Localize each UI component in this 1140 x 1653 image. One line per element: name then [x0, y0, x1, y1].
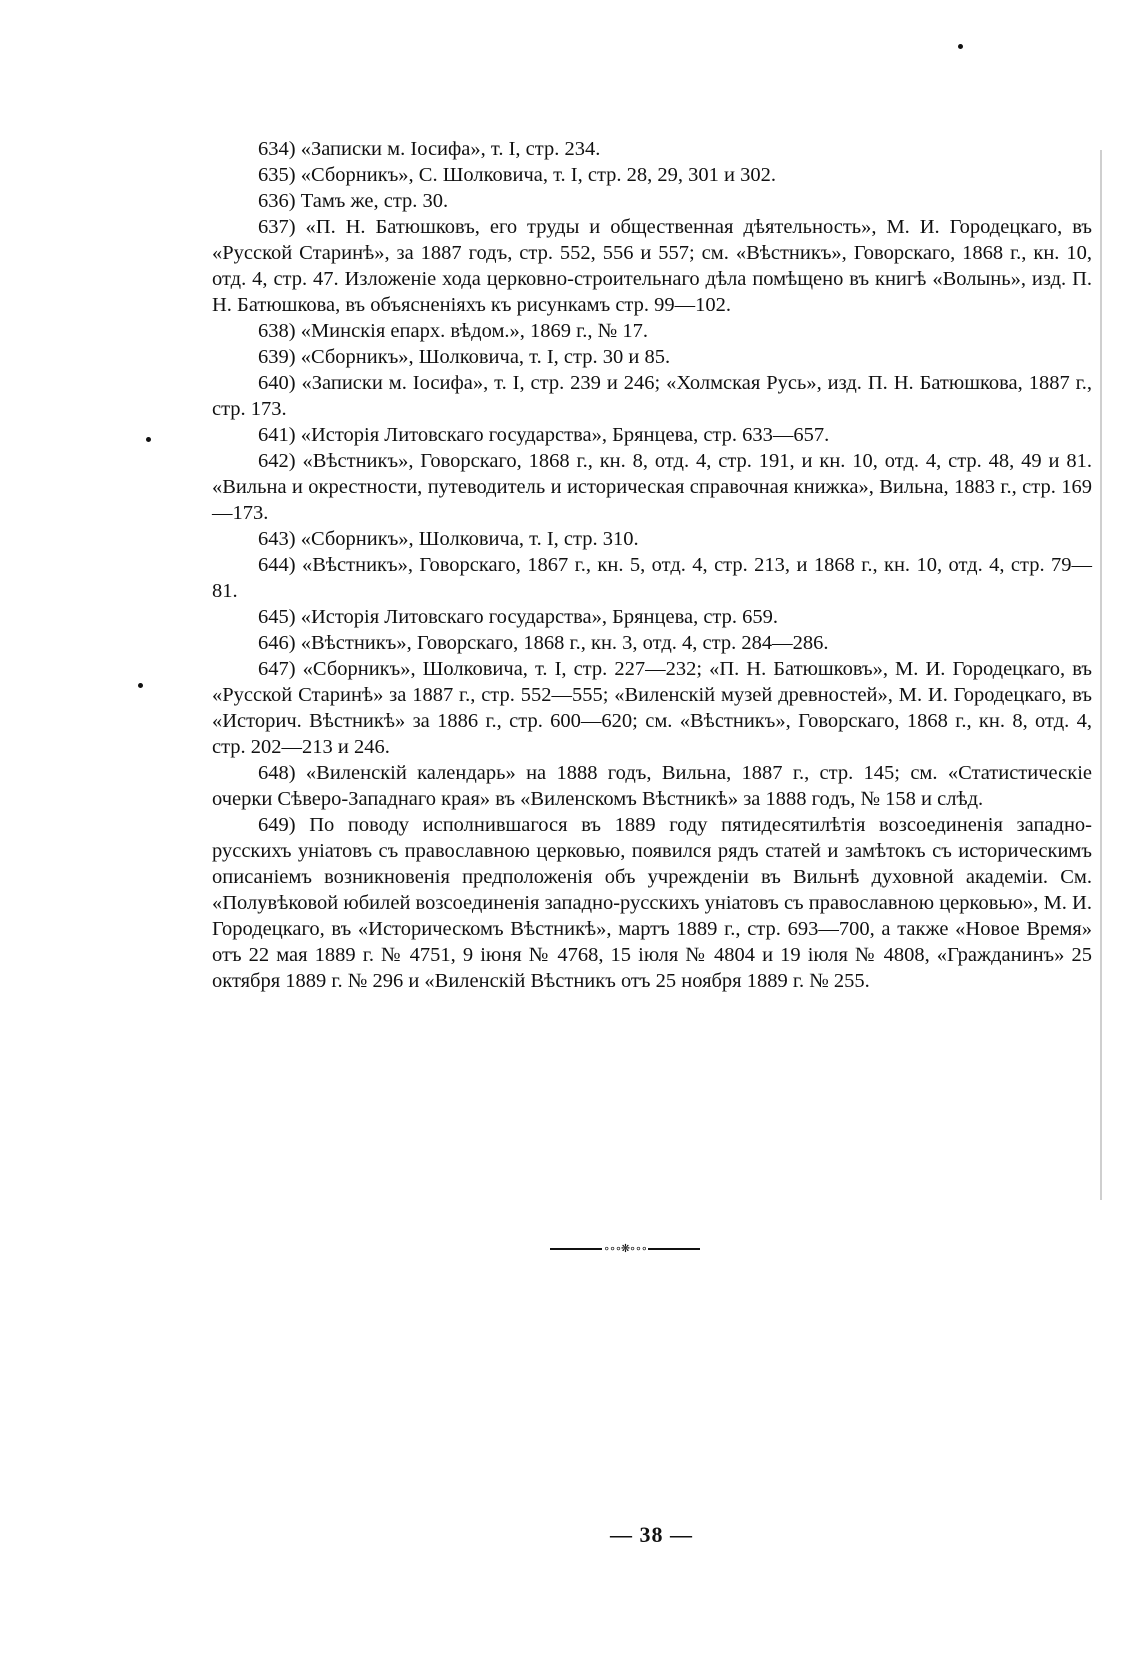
footnote-635 [212, 162, 1092, 188]
footnote-637 [212, 214, 1092, 318]
footnote-text: По поводу исполнившагося въ 1889 году пятидесятилѣтія возсоединенія западно-русскихъ уніатовъ съ православною церковью, появился рядъ статей и замѣтокъ съ историческимъ описаніемъ возникновенія предположенія объ учрежденіи въ Вильнѣ духовной академіи. См. «Полувѣковой юбилей возсоединенія западно-русскихъ уніатовъ съ православною церковью», М. И. Городецкаго, въ «Историческомъ Вѣстникѣ», мартъ 1889 г., стр. 693—700, а также «Новое Время» отъ 22 мая 1889 г. № 4751, 9 іюня № 4768, 15 іюля № 4804 и 19 іюля № 4808, «Гражданинъ» 25 октября 1889 г. № 296 и «Виленскій Вѣстникъ отъ 25 ноября 1889 г. № 255. [212, 814, 1093, 992]
footnote-642 [212, 448, 1092, 526]
scan-speck [958, 44, 963, 49]
divider-line-right [648, 1248, 700, 1250]
footnote-number: 634) [258, 138, 296, 160]
footnote-number: 640) [258, 372, 296, 394]
footnote-645 [212, 604, 1092, 630]
divider-ornament-icon: ∘∘∘❋∘∘∘ [603, 1242, 647, 1255]
footnote-text: «Вѣстникъ», Говорскаго, 1867 г., кн. 5, отд. 4, стр. 213, и 1868 г., кн. 10, отд. 4, стр. 79—81. [212, 554, 1093, 602]
footnote-text: «Виленскій календарь» на 1888 годъ, Вильна, 1887 г., стр. 145; см. «Статистическіе очерки Сѣверо-Западнаго края» въ «Виленскомъ Вѣстникѣ» за 1888 годъ, № 158 и слѣд. [212, 762, 1093, 810]
footnote-number: 648) [258, 762, 296, 784]
footnote-number: 647) [258, 658, 296, 680]
footnote-643 [212, 526, 1092, 552]
footnote-644 [212, 552, 1092, 604]
footnote-text: «Сборникъ», С. Шолковича, т. I, стр. 28, 29, 301 и 302. [300, 164, 776, 186]
footnote-text: «Сборникъ», Шолковича, т. I, стр. 30 и 85. [300, 346, 671, 368]
footnote-number: 638) [258, 320, 296, 342]
footnote-number: 642) [258, 450, 296, 472]
footnote-639 [212, 344, 1092, 370]
scan-margin-line [1100, 150, 1102, 1200]
footnote-638 [212, 318, 1092, 344]
footnote-634 [212, 136, 1092, 162]
footnote-text: «Исторія Литовскаго государства», Брянцева, стр. 633—657. [300, 424, 830, 446]
footnote-text: «Вѣстникъ», Говорскаго, 1868 г., кн. 8, отд. 4, стр. 191, и кн. 10, отд. 4, стр. 48, 49 и 81. «Вильна и окрестности, путеводитель и историческая справочная книжка», Вильна, 1883 г., стр. 169—173. [212, 450, 1092, 524]
footnote-text: Тамъ же, стр. 30. [300, 190, 449, 212]
footnote-647 [212, 656, 1092, 760]
divider-line-left [550, 1248, 602, 1250]
footnote-text: «П. Н. Батюшковъ, его труды и общественная дѣятельность», М. И. Городецкаго, въ «Русской Старинѣ», за 1887 годъ, стр. 552, 556 и 557; см. «Вѣстникъ», Говорскаго, 1868 г., кн. 10, отд. 4, стр. 47. Изложеніе хода церковно-строительнаго дѣла помѣщено въ книгѣ «Волынь», изд. П. Н. Батюшкова, въ объясненіяхъ къ рисункамъ стр. 99—102. [212, 216, 1093, 316]
footnote-number: 641) [258, 424, 296, 446]
footnote-648 [212, 760, 1092, 812]
footnote-640 [212, 370, 1092, 422]
footnote-number: 644) [258, 554, 296, 576]
footnote-number: 636) [258, 190, 296, 212]
footnote-649 [212, 812, 1092, 994]
footnote-number: 645) [258, 606, 296, 628]
footnote-number: 635) [258, 164, 296, 186]
scan-speck [146, 437, 151, 442]
footnotes-list [212, 136, 1092, 994]
ornamental-divider [550, 1242, 700, 1256]
footnote-text: «Записки м. Іосифа», т. I, стр. 234. [300, 138, 601, 160]
footnote-text: «Исторія Литовскаго государства», Брянцева, стр. 659. [300, 606, 779, 628]
footnote-text: «Сборникъ», Шолковича, т. I, стр. 310. [300, 528, 639, 550]
footnote-text: «Сборникъ», Шолковича, т. I, стр. 227—232; «П. Н. Батюшковъ», М. И. Городецкаго, въ «Русской Старинѣ» за 1887 г., стр. 552—555; «Виленскій музей древностей», М. И. Городецкаго, въ «Историч. Вѣстникѣ» за 1886 г., стр. 600—620; см. «Вѣстникъ», Говорскаго, 1868 г., кн. 8, отд. 4, стр. 202—213 и 246. [212, 658, 1093, 758]
scan-speck [138, 683, 143, 688]
footnote-641 [212, 422, 1092, 448]
footnote-number: 639) [258, 346, 296, 368]
footnote-646 [212, 630, 1092, 656]
footnote-number: 643) [258, 528, 296, 550]
page-number: — 38 — [610, 1522, 693, 1547]
footnote-636 [212, 188, 1092, 214]
footnote-text: «Вѣстникъ», Говорскаго, 1868 г., кн. 3, отд. 4, стр. 284—286. [300, 632, 829, 654]
footnote-number: 637) [258, 216, 296, 238]
footnote-number: 646) [258, 632, 296, 654]
footnote-text: «Записки м. Іосифа», т. I, стр. 239 и 246; «Холмская Русь», изд. П. Н. Батюшкова, 1887 г., стр. 173. [212, 372, 1093, 420]
footnote-text: «Минскія епарх. вѣдом.», 1869 г., № 17. [300, 320, 648, 342]
footnote-number: 649) [258, 814, 296, 836]
